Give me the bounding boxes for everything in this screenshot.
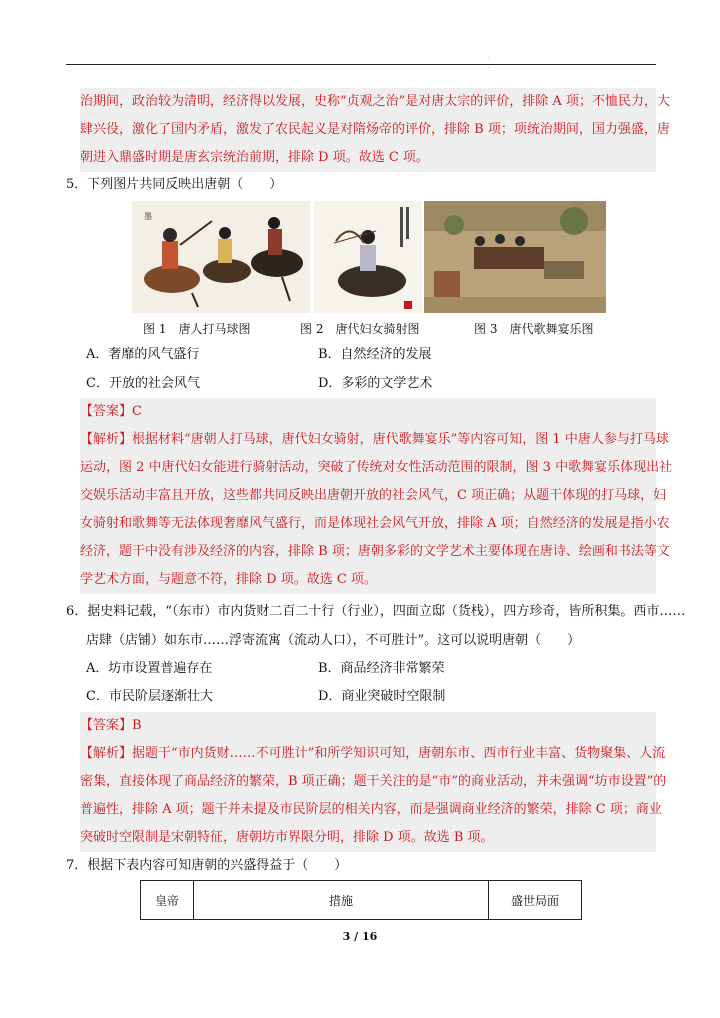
q6-option-a: A．坊市设置普遍存在	[86, 661, 213, 676]
explanation-line: 经济，题干中没有涉及经济的内容，排除 B 项；唐朝多彩的文学艺术主要体现在唐诗、绘画和书法等文	[80, 544, 670, 559]
q6-option-c: C．市民阶层逐渐壮大	[86, 689, 213, 704]
figure-3-banquet-image	[424, 201, 606, 313]
answer-label: 【答案】B	[80, 718, 142, 733]
q5-option-d: D．多彩的文学艺术	[318, 376, 433, 391]
page-number: 3 / 16	[342, 930, 378, 943]
figure-1-caption: 图 1 唐人打马球图	[143, 322, 251, 336]
explanation-line: 女骑射和歌舞等无法体现奢靡风气盛行，而是体现社会风气开放，排除 A 项；自然经济的发展是指小农	[80, 516, 670, 531]
table-header-measures: 措施	[194, 881, 489, 919]
explanation-line: 【解析】据题干“市内货财……不可胜计”和所学知识可知，唐朝东市、西市行业丰富、货物聚集、人流	[80, 746, 666, 761]
svg-text:墨: 墨	[144, 212, 152, 221]
explanation-line: 【解析】根据材料“唐朝人打马球，唐代妇女骑射，唐代歌舞宴乐”等内容可知，图 1 中唐人参与打马球	[80, 432, 669, 447]
q5-option-b: B．自然经济的发展	[318, 347, 432, 362]
answer-label: 【答案】C	[80, 404, 142, 419]
figure-3-caption: 图 3 唐代歌舞宴乐图	[474, 322, 594, 336]
q6-option-d: D．商业突破时空限制	[318, 689, 446, 704]
explanation-line: 突破时空限制是宋朝特征，唐朝坊市界限分明，排除 D 项。故选 B 项。	[80, 830, 494, 845]
q6-stem-line-2: 店肆（店铺）如东市……浮寄流寓（流动人口），不可胜计”。这可以说明唐朝（ ）	[86, 633, 581, 648]
figure-2-archery-image	[314, 201, 422, 313]
figure-1-polo-image	[132, 201, 310, 313]
header-rule	[66, 64, 656, 65]
explanation-line: 密集，直接体现了商品经济的繁荣，B 项正确；题干关注的是“市”的商业活动，并未强调“坊市设置”的	[80, 774, 667, 789]
explanation-line: 肆兴役，激化了国内矛盾，激发了农民起义是对隋炀帝的评价，排除 B 项；项统治期间，国力强盛，唐	[80, 122, 670, 137]
q7-table-header-row	[140, 880, 582, 920]
q5-answer-block	[80, 398, 673, 594]
q7-stem: 7．根据下表内容可知唐朝的兴盛得益于（ ）	[66, 858, 348, 873]
explanation-line: 运动，图 2 中唐代妇女能进行骑射活动，突破了传统对女性活动范围的限制，图 3 中歌舞宴乐体现出社	[80, 460, 673, 475]
explanation-line: 朝进入鼎盛时期是唐玄宗统治前期，排除 D 项。故选 C 项。	[80, 150, 429, 165]
q5-option-a: A．奢靡的风气盛行	[86, 347, 200, 362]
figure-2-caption: 图 2 唐代妇女骑射图	[300, 322, 420, 336]
prev-explanation-block	[80, 88, 670, 172]
table-header-emperor: 皇帝	[141, 881, 194, 919]
explanation-line: 治期间，政治较为清明，经济得以发展，史称“贞观之治”是对唐太宗的评价，排除 A 项；不恤民力，大	[80, 94, 670, 109]
q5-option-c: C．开放的社会风气	[86, 376, 200, 391]
table-header-prosperity: 盛世局面	[510, 893, 559, 908]
q6-stem-line-1: 6．据史料记载，“（东市）市内货财二百二十行（行业），四面立邸（货栈），四方珍奇，皆所积集。西市……	[66, 604, 686, 619]
explanation-line: 普遍性，排除 A 项；题干并未提及市民阶层的相关内容，而是强调商业经济的繁荣，排除 C 项；商业	[80, 802, 662, 817]
explanation-line: 交娱乐活动丰富且开放，这些都共同反映出唐朝开放的社会风气，C 项正确；从题干体现的打马球，妇	[80, 488, 667, 503]
explanation-line: 学艺术方面，与题意不符，排除 D 项。故选 C 项。	[80, 572, 377, 587]
q6-option-b: B．商品经济非常繁荣	[318, 661, 445, 676]
q5-stem: 5．下列图片共同反映出唐朝（ ）	[66, 177, 283, 192]
q6-answer-block	[80, 712, 667, 852]
header-dots: · ·	[488, 55, 490, 72]
